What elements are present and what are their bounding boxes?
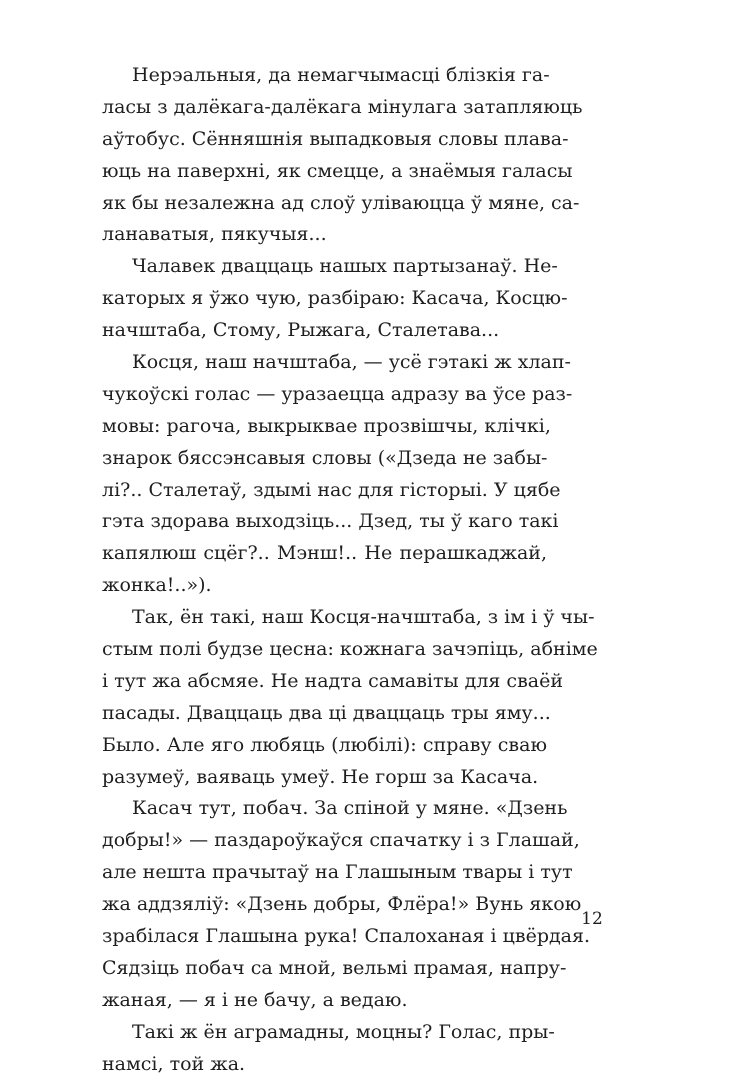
text-line: пасады. Дваццаць два ці дваццаць тры яму...	[102, 701, 551, 724]
paragraph-5	[102, 793, 591, 1016]
text-line: ланаватыя, пякучыя...	[102, 223, 327, 246]
text-line: добры!» — паздароўкаўся спачатку і з Глашай,	[102, 829, 580, 852]
text-line: зрабілася Глашына рука! Спалоханая і цвёрдая.	[102, 925, 591, 948]
paragraph-3	[102, 347, 573, 602]
text-line: Было. Але яго любяць (любілі): справу сваю	[102, 733, 547, 756]
text-line: жонка!..»).	[102, 574, 212, 597]
text-line: жаная, — я і не бачу, а ведаю.	[102, 988, 408, 1011]
text-line: але нешта прачытаў на Глашыным твары і тут	[102, 861, 573, 884]
paragraph-2	[102, 251, 568, 347]
text-line: начштаба, Стому, Рыжага, Сталетава...	[102, 319, 500, 342]
text-line: лі?.. Сталетаў, здымі нас для гісторыі. У цябе	[102, 478, 561, 501]
text-line: чукоўскі голас — уразаецца адразу ва ўсе раз-	[102, 382, 573, 405]
text-line: юць на паверхні, як смецце, а знаёмыя галасы	[102, 159, 573, 182]
page-number-text: 12	[581, 909, 603, 929]
paragraph-6	[102, 1017, 555, 1081]
text-line: жа аддзяліў: «Дзень добры, Флёра!» Вунь якою	[102, 893, 582, 916]
text-line: Так, ён такі, наш Косця-начштаба, з ім і ў чы-	[132, 606, 595, 629]
text-line: Касач тут, побач. За спіной у мяне. «Дзень	[132, 797, 568, 820]
text-line: гэта здорава выходзіць... Дзед, ты ў каго такі	[102, 510, 559, 533]
text-line: капялюш сцёг?.. Мэнш!.. Не перашкаджай,	[102, 542, 547, 565]
text-line: мовы: рагоча, выкрыквае прозвішчы, клічкі,	[102, 414, 551, 437]
text-line: разумеў, ваяваць умеў. Не горш за Касача.	[102, 765, 539, 788]
paragraph-4	[102, 602, 598, 793]
text-line: Такі ж ён аграмадны, моцны? Голас, пры-	[132, 1020, 555, 1043]
text-line: і тут жа абсмяе. Не надта самавіты для сваёй	[102, 669, 564, 692]
text-line: намсі, той жа.	[102, 1052, 246, 1075]
text-line: стым полі будзе цесна: кожнага зачэпіць, абніме	[102, 638, 598, 661]
text-line: Косця, наш начштаба, — усё гэтакі ж хлап-	[132, 351, 571, 374]
page-number	[0, 908, 611, 930]
text-line: Чалавек дваццаць нашых партызанаў. Не-	[132, 255, 558, 278]
text-line: Нерэальныя, да немагчымасці блізкія га-	[132, 64, 550, 86]
text-line: каторых я ўжо чую, разбіраю: Касача, Косцю-	[102, 287, 568, 310]
text-line: знарок бяссэнсавыя словы («Дзеда не забы-	[102, 446, 548, 469]
text-line: Сядзіць побач са мной, вельмі прамая, напру-	[102, 956, 567, 979]
text-line: ласы з далёкага-далёкага мінулага затапляюць	[102, 95, 583, 118]
text-line: як бы незалежна ад слоў уліваюцца ў мяне, са-	[102, 191, 580, 214]
text-line: аўтобус. Сённяшнія выпадковыя словы плава-	[102, 127, 569, 150]
paragraph-1	[102, 60, 583, 251]
